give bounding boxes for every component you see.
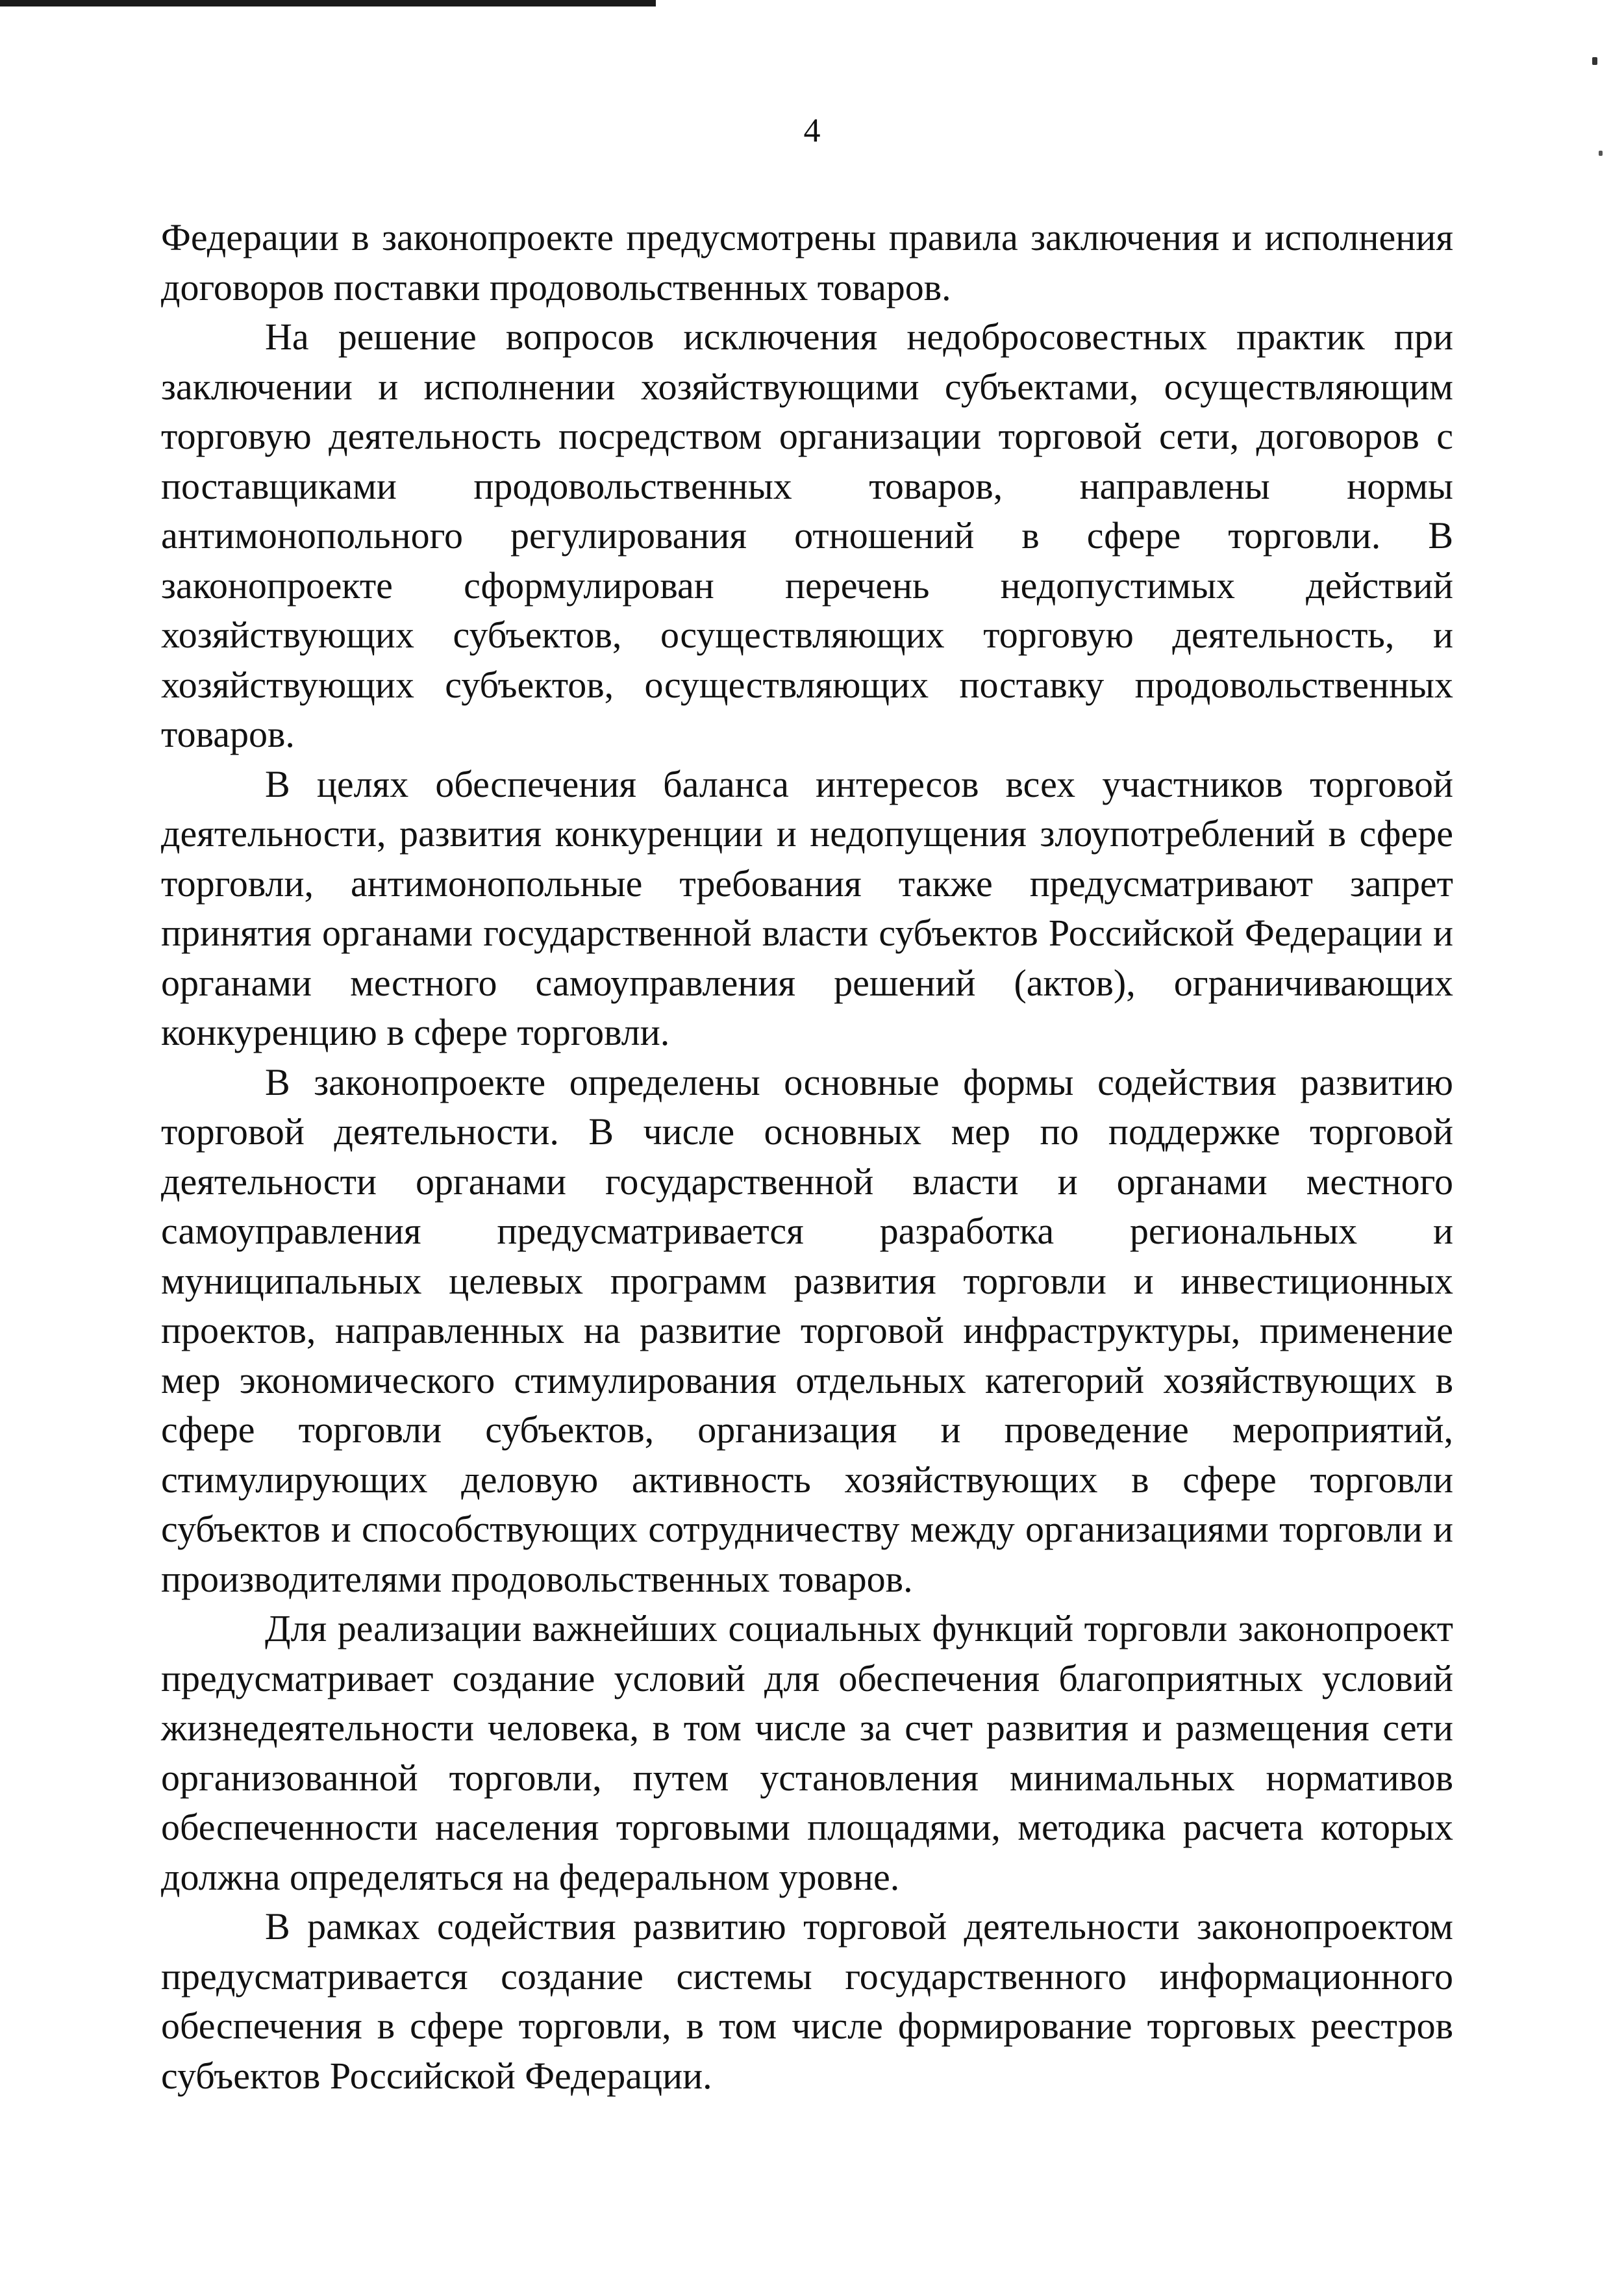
paragraph-5: Для реализации важнейших социальных функций торговли законопроект предусматривает создание условий для обеспечения благоприятных условий жизнедеятельности человека, в том числе за счет развития и размещения сети организованной торговли, путем установления минимальных нормативов обеспеченности населения торговыми площадями, методика расчета которых должна определяться на федеральном уровне. — [161, 1607, 1453, 1898]
page-number: 4 — [803, 112, 821, 149]
scan-edge-line — [0, 0, 656, 6]
paragraph-6: В рамках содействия развитию торговой деятельности законопроектом предусматривается создание системы государственного информационного обеспечения в сфере торговли, в том числе формирование торговых реестров субъектов Российской Федерации. — [161, 1905, 1453, 2097]
paragraph-3: В целях обеспечения баланса интересов всех участников торговой деятельности, развития конкуренции и недопущения злоупотреблений в сфере торговли, антимонопольные требования также предусматривают запрет принятия органами государственной власти субъектов Российской Федерации и органами местного самоуправления решений (актов), ограничивающих конкуренцию в сфере торговли. — [161, 762, 1453, 1053]
scan-speck — [1599, 151, 1603, 156]
document-body — [161, 213, 1453, 2101]
paragraph-4: В законопроекте определены основные формы содействия развитию торговой деятельности. В числе основных мер по поддержке торговой деятельности органами государственной власти и органами местного самоуправления предусматривается разработка региональных и муниципальных целевых программ развития торговли и инвестиционных проектов, направленных на развитие торговой инфраструктуры, применение мер экономического стимулирования отдельных категорий хозяйствующих в сфере торговли субъектов, организация и проведение мероприятий, стимулирующих деловую активность хозяйствующих в сфере торговли субъектов и способствующих сотрудничеству между организациями торговли и производителями продовольственных товаров. — [161, 1060, 1453, 1600]
scan-speck — [1592, 57, 1597, 65]
paragraph-2: На решение вопросов исключения недобросовестных практик при заключении и исполнении хозяйствующими субъектами, осуществляющим торговую деятельность посредством организации торговой сети, договоров с поставщиками продовольственных товаров, направлены нормы антимонопольного регулирования отношений в сфере торговли. В законопроекте сформулирован перечень недопустимых действий хозяйствующих субъектов, осуществляющих торговую деятельность, и хозяйствующих субъектов, осуществляющих поставку продовольственных товаров. — [161, 316, 1453, 755]
paragraph-1: Федерации в законопроекте предусмотрены правила заключения и исполнения договоров поставки продовольственных товаров. — [161, 216, 1453, 308]
